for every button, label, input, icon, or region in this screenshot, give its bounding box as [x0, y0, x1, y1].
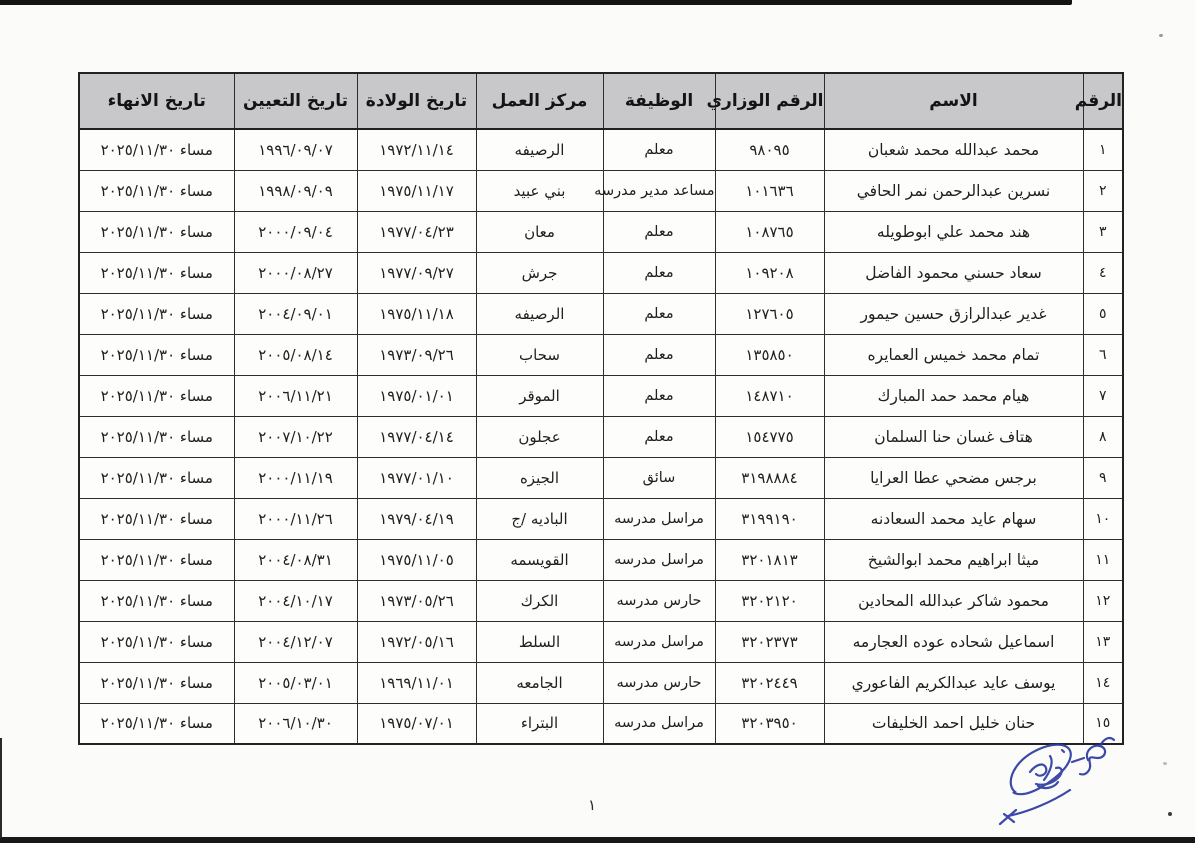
- cell-hire_date: ٢٠٠٠/٠٨/٢٧: [234, 252, 357, 293]
- table-body: [79, 129, 1123, 744]
- cell-birth_date: ١٩٧٥/١١/١٧: [357, 170, 476, 211]
- cell-name: اسماعيل شحاده عوده العجارمه: [824, 621, 1083, 662]
- table-row: [79, 375, 1123, 416]
- table-header: [79, 73, 1123, 129]
- cell-birth_date: ١٩٧٧/٠٤/١٤: [357, 416, 476, 457]
- cell-job: مساعد مدير مدرسه: [603, 170, 715, 211]
- cell-ministry_no: ٣٢٠٣٩٥٠: [715, 703, 824, 744]
- cell-birth_date: ١٩٧٧/٠١/١٠: [357, 457, 476, 498]
- cell-name: نسرين عبدالرحمن نمر الحافي: [824, 170, 1083, 211]
- table-row: [79, 293, 1123, 334]
- cell-job: معلم: [603, 129, 715, 170]
- cell-no: ٨: [1083, 416, 1123, 457]
- cell-work_center: الجيزه: [476, 457, 603, 498]
- cell-ministry_no: ٣٢٠٢١٢٠: [715, 580, 824, 621]
- cell-work_center: سحاب: [476, 334, 603, 375]
- cell-birth_date: ١٩٧٥/١١/٠٥: [357, 539, 476, 580]
- cell-hire_date: ٢٠٠٤/٠٩/٠١: [234, 293, 357, 334]
- page-number: ١: [588, 796, 597, 814]
- cell-work_center: بني عبيد: [476, 170, 603, 211]
- cell-no: ٩: [1083, 457, 1123, 498]
- cell-end_date: مساء ٢٠٢٥/١١/٣٠: [79, 375, 234, 416]
- cell-name: هند محمد علي ابوطويله: [824, 211, 1083, 252]
- cell-job: مراسل مدرسه: [603, 703, 715, 744]
- cell-birth_date: ١٩٧٥/٠٧/٠١: [357, 703, 476, 744]
- cell-work_center: الجامعه: [476, 662, 603, 703]
- column-header-hire_date: تاريخ التعيين: [234, 73, 357, 129]
- cell-end_date: مساء ٢٠٢٥/١١/٣٠: [79, 621, 234, 662]
- cell-end_date: مساء ٢٠٢٥/١١/٣٠: [79, 662, 234, 703]
- cell-work_center: عجلون: [476, 416, 603, 457]
- cell-birth_date: ١٩٦٩/١١/٠١: [357, 662, 476, 703]
- cell-birth_date: ١٩٧٥/٠١/٠١: [357, 375, 476, 416]
- cell-hire_date: ٢٠٠٤/٠٨/٣١: [234, 539, 357, 580]
- cell-ministry_no: ١٠٨٧٦٥: [715, 211, 824, 252]
- cell-end_date: مساء ٢٠٢٥/١١/٣٠: [79, 457, 234, 498]
- column-header-birth_date: تاريخ الولادة: [357, 73, 476, 129]
- employee-table: [78, 72, 1124, 745]
- cell-hire_date: ٢٠٠٤/١٢/٠٧: [234, 621, 357, 662]
- cell-end_date: مساء ٢٠٢٥/١١/٣٠: [79, 334, 234, 375]
- cell-ministry_no: ٣١٩٩١٩٠: [715, 498, 824, 539]
- cell-ministry_no: ١٠٩٢٠٨: [715, 252, 824, 293]
- cell-end_date: مساء ٢٠٢٥/١١/٣٠: [79, 252, 234, 293]
- cell-work_center: الباديه /ج: [476, 498, 603, 539]
- cell-no: ١٥: [1083, 703, 1123, 744]
- cell-no: ٦: [1083, 334, 1123, 375]
- cell-hire_date: ١٩٩٦/٠٩/٠٧: [234, 129, 357, 170]
- cell-work_center: معان: [476, 211, 603, 252]
- cell-name: هيام محمد حمد المبارك: [824, 375, 1083, 416]
- cell-end_date: مساء ٢٠٢٥/١١/٣٠: [79, 539, 234, 580]
- table-row: [79, 580, 1123, 621]
- column-header-ministry_no: الرقم الوزاري: [715, 73, 824, 129]
- cell-ministry_no: ٣٢٠٢٣٧٣: [715, 621, 824, 662]
- table-row: [79, 703, 1123, 744]
- cell-job: معلم: [603, 416, 715, 457]
- cell-no: ١١: [1083, 539, 1123, 580]
- cell-end_date: مساء ٢٠٢٥/١١/٣٠: [79, 580, 234, 621]
- table-row: [79, 252, 1123, 293]
- cell-job: مراسل مدرسه: [603, 539, 715, 580]
- cell-hire_date: ١٩٩٨/٠٩/٠٩: [234, 170, 357, 211]
- table-row: [79, 539, 1123, 580]
- cell-birth_date: ١٩٧٥/١١/١٨: [357, 293, 476, 334]
- cell-birth_date: ١٩٧٣/٠٥/٢٦: [357, 580, 476, 621]
- cell-job: معلم: [603, 252, 715, 293]
- cell-hire_date: ٢٠٠٠/١١/١٩: [234, 457, 357, 498]
- scan-edge-left: [0, 738, 2, 838]
- cell-name: يوسف عايد عبدالكريم الفاعوري: [824, 662, 1083, 703]
- cell-birth_date: ١٩٧٩/٠٤/١٩: [357, 498, 476, 539]
- cell-ministry_no: ١٤٨٧١٠: [715, 375, 824, 416]
- cell-work_center: جرش: [476, 252, 603, 293]
- cell-hire_date: ٢٠٠٧/١٠/٢٢: [234, 416, 357, 457]
- header-row: [79, 73, 1123, 129]
- scan-speck: [1168, 812, 1172, 816]
- scan-speck: [1159, 34, 1163, 37]
- cell-no: ٥: [1083, 293, 1123, 334]
- cell-name: ميثا ابراهيم محمد ابوالشيخ: [824, 539, 1083, 580]
- cell-no: ١٤: [1083, 662, 1123, 703]
- cell-name: حنان خليل احمد الخليفات: [824, 703, 1083, 744]
- cell-end_date: مساء ٢٠٢٥/١١/٣٠: [79, 293, 234, 334]
- cell-ministry_no: ١٢٧٦٠٥: [715, 293, 824, 334]
- column-header-no: الرقم: [1083, 73, 1123, 129]
- column-header-end_date: تاريخ الانهاء: [79, 73, 234, 129]
- cell-hire_date: ٢٠٠٦/١١/٢١: [234, 375, 357, 416]
- table-row: [79, 129, 1123, 170]
- scan-edge-bottom: [0, 837, 1195, 843]
- cell-work_center: الرصيفه: [476, 293, 603, 334]
- table-row: [79, 457, 1123, 498]
- cell-name: محمود شاكر عبدالله المحادين: [824, 580, 1083, 621]
- cell-job: معلم: [603, 211, 715, 252]
- table-row: [79, 621, 1123, 662]
- cell-work_center: الموقر: [476, 375, 603, 416]
- cell-hire_date: ٢٠٠٥/٠٣/٠١: [234, 662, 357, 703]
- cell-name: برجس مضحي عطا العرايا: [824, 457, 1083, 498]
- cell-end_date: مساء ٢٠٢٥/١١/٣٠: [79, 129, 234, 170]
- cell-name: سعاد حسني محمود الفاضل: [824, 252, 1083, 293]
- table-row: [79, 334, 1123, 375]
- cell-no: ١٣: [1083, 621, 1123, 662]
- cell-job: مراسل مدرسه: [603, 621, 715, 662]
- cell-job: حارس مدرسه: [603, 662, 715, 703]
- cell-ministry_no: ٣١٩٨٨٨٤: [715, 457, 824, 498]
- cell-work_center: الرصيفه: [476, 129, 603, 170]
- cell-name: تمام محمد خميس العمايره: [824, 334, 1083, 375]
- cell-birth_date: ١٩٧٢/٠٥/١٦: [357, 621, 476, 662]
- cell-job: معلم: [603, 334, 715, 375]
- cell-no: ٤: [1083, 252, 1123, 293]
- cell-job: حارس مدرسه: [603, 580, 715, 621]
- cell-job: مراسل مدرسه: [603, 498, 715, 539]
- cell-name: غدير عبدالرازق حسين حيمور: [824, 293, 1083, 334]
- cell-end_date: مساء ٢٠٢٥/١١/٣٠: [79, 211, 234, 252]
- cell-work_center: القويسمه: [476, 539, 603, 580]
- cell-no: ١٢: [1083, 580, 1123, 621]
- cell-hire_date: ٢٠٠٤/١٠/١٧: [234, 580, 357, 621]
- cell-ministry_no: ٩٨٠٩٥: [715, 129, 824, 170]
- cell-hire_date: ٢٠٠٥/٠٨/١٤: [234, 334, 357, 375]
- cell-birth_date: ١٩٧٢/١١/١٤: [357, 129, 476, 170]
- scan-speck: [1163, 762, 1167, 765]
- cell-work_center: السلط: [476, 621, 603, 662]
- cell-ministry_no: ٣٢٠١٨١٣: [715, 539, 824, 580]
- cell-hire_date: ٢٠٠٠/٠٩/٠٤: [234, 211, 357, 252]
- cell-birth_date: ١٩٧٧/٠٤/٢٣: [357, 211, 476, 252]
- cell-no: ١٠: [1083, 498, 1123, 539]
- column-header-work_center: مركز العمل: [476, 73, 603, 129]
- cell-birth_date: ١٩٧٣/٠٩/٢٦: [357, 334, 476, 375]
- cell-no: ١: [1083, 129, 1123, 170]
- cell-end_date: مساء ٢٠٢٥/١١/٣٠: [79, 703, 234, 744]
- cell-end_date: مساء ٢٠٢٥/١١/٣٠: [79, 498, 234, 539]
- employee-table-container: [78, 72, 1122, 745]
- cell-ministry_no: ١٠١٦٣٦: [715, 170, 824, 211]
- column-header-name: الاسم: [824, 73, 1083, 129]
- cell-ministry_no: ٣٢٠٢٤٤٩: [715, 662, 824, 703]
- cell-hire_date: ٢٠٠٠/١١/٢٦: [234, 498, 357, 539]
- cell-job: معلم: [603, 375, 715, 416]
- cell-job: معلم: [603, 293, 715, 334]
- column-header-job: الوظيفة: [603, 73, 715, 129]
- cell-work_center: الكرك: [476, 580, 603, 621]
- cell-birth_date: ١٩٧٧/٠٩/٢٧: [357, 252, 476, 293]
- cell-no: ٣: [1083, 211, 1123, 252]
- table-row: [79, 211, 1123, 252]
- table-row: [79, 170, 1123, 211]
- cell-ministry_no: ١٣٥٨٥٠: [715, 334, 824, 375]
- table-row: [79, 662, 1123, 703]
- table-row: [79, 498, 1123, 539]
- cell-end_date: مساء ٢٠٢٥/١١/٣٠: [79, 416, 234, 457]
- cell-name: محمد عبدالله محمد شعبان: [824, 129, 1083, 170]
- cell-no: ٧: [1083, 375, 1123, 416]
- cell-end_date: مساء ٢٠٢٥/١١/٣٠: [79, 170, 234, 211]
- table-row: [79, 416, 1123, 457]
- cell-no: ٢: [1083, 170, 1123, 211]
- cell-name: هتاف غسان حنا السلمان: [824, 416, 1083, 457]
- cell-name: سهام عايد محمد السعادنه: [824, 498, 1083, 539]
- scan-edge-top: [0, 0, 1072, 5]
- signature-icon: [992, 728, 1148, 832]
- cell-ministry_no: ١٥٤٧٧٥: [715, 416, 824, 457]
- cell-job: سائق: [603, 457, 715, 498]
- cell-hire_date: ٢٠٠٦/١٠/٣٠: [234, 703, 357, 744]
- cell-work_center: البتراء: [476, 703, 603, 744]
